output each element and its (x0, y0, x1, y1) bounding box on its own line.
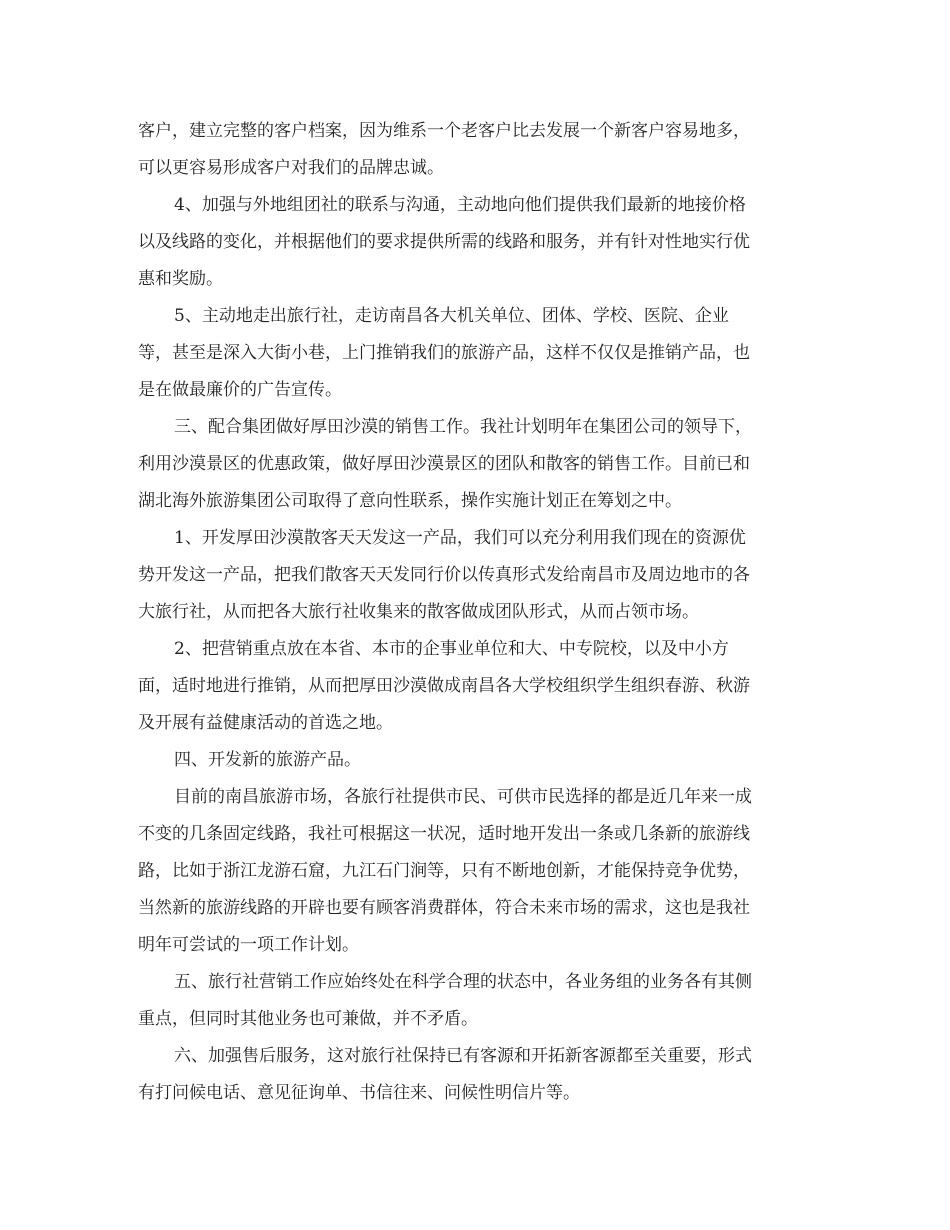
text-line: 重点，但同时其他业务也可兼做，并不矛盾。 (138, 1009, 478, 1029)
text-line: 明年可尝试的一项工作计划。 (138, 935, 359, 955)
text-line: 不变的几条固定线路，我社可根据这一状况，适时地开发出一条或几条新的旅游线 (138, 824, 750, 844)
text-line: 4、加强与外地组团社的联系与沟通，主动地向他们提供我们最新的地接价格 (174, 195, 746, 215)
text-line: 五、旅行社营销工作应始终处在科学合理的状态中，各业务组的业务各有其侧 (174, 972, 752, 992)
text-line: 有打问候电话、意见征询单、书信往来、问候性明信片等。 (138, 1083, 580, 1103)
paragraph-new-products (138, 779, 814, 964)
text-line: 三、配合集团做好厚田沙漠的销售工作。我社计划明年在集团公司的领导下， (174, 417, 752, 437)
paragraph-section-5 (138, 964, 814, 1038)
text-line: 六、加强售后服务，这对旅行社保持已有客源和开拓新客源都至关重要，形式 (174, 1046, 752, 1066)
text-line: 势开发这一产品，把我们散客天天发同行价以传真形式发给南昌市及周边地市的各 (138, 565, 750, 585)
text-line: 等，甚至是深入大街小巷，上门推销我们的旅游产品，这样不仅仅是推销产品，也 (138, 343, 750, 363)
text-line: 面，适时地进行推销，从而把厚田沙漠做成南昌各大学校组织学生组织春游、秋游 (138, 676, 750, 696)
text-line: 目前的南昌旅游市场，各旅行社提供市民、可供市民选择的都是近几年来一成 (174, 787, 752, 807)
text-line: 路，比如于浙江龙游石窟，九江石门涧等，只有不断地创新，才能保持竞争优势， (138, 861, 750, 881)
document-body (138, 113, 814, 1112)
text-line: 客户，建立完整的客户档案，因为维系一个老客户比去发展一个新客户容易地多， (138, 121, 750, 141)
text-line: 及开展有益健康活动的首选之地。 (138, 713, 393, 733)
heading-section-4 (138, 742, 814, 779)
paragraph-section-3-item-1 (138, 520, 814, 631)
text-line: 是在做最廉价的广告宣传。 (138, 380, 342, 400)
text-line: 湖北海外旅游集团公司取得了意向性联系，操作实施计划正在筹划之中。 (138, 491, 682, 511)
paragraph-section-3-item-2 (138, 631, 814, 742)
text-line: 5、主动地走出旅行社，走访南昌各大机关单位、团体、学校、医院、企业 (174, 306, 729, 326)
text-line: 当然新的旅游线路的开辟也要有顾客消费群体，符合未来市场的需求，这也是我社 (138, 898, 750, 918)
text-line: 利用沙漠景区的优惠政策，做好厚田沙漠景区的团队和散客的销售工作。目前已和 (138, 454, 750, 474)
text-line: 大旅行社，从而把各大旅行社收集来的散客做成团队形式，从而占领市场。 (138, 602, 699, 622)
text-line: 四、开发新的旅游产品。 (174, 750, 361, 770)
paragraph-customer-profile (138, 113, 814, 187)
text-line: 惠和奖励。 (138, 269, 223, 289)
text-line: 以及线路的变化，并根据他们的要求提供所需的线路和服务，并有针对性地实行优 (138, 232, 750, 252)
paragraph-section-3 (138, 409, 814, 520)
paragraph-item-5 (138, 298, 814, 409)
text-line: 可以更容易形成客户对我们的品牌忠诚。 (138, 158, 444, 178)
text-line: 2、把营销重点放在本省、本市的企事业单位和大、中专院校，以及中小方 (174, 639, 729, 659)
paragraph-section-6 (138, 1038, 814, 1112)
paragraph-item-4 (138, 187, 814, 298)
text-line: 1、开发厚田沙漠散客天天发这一产品，我们可以充分利用我们现在的资源优 (174, 528, 746, 548)
